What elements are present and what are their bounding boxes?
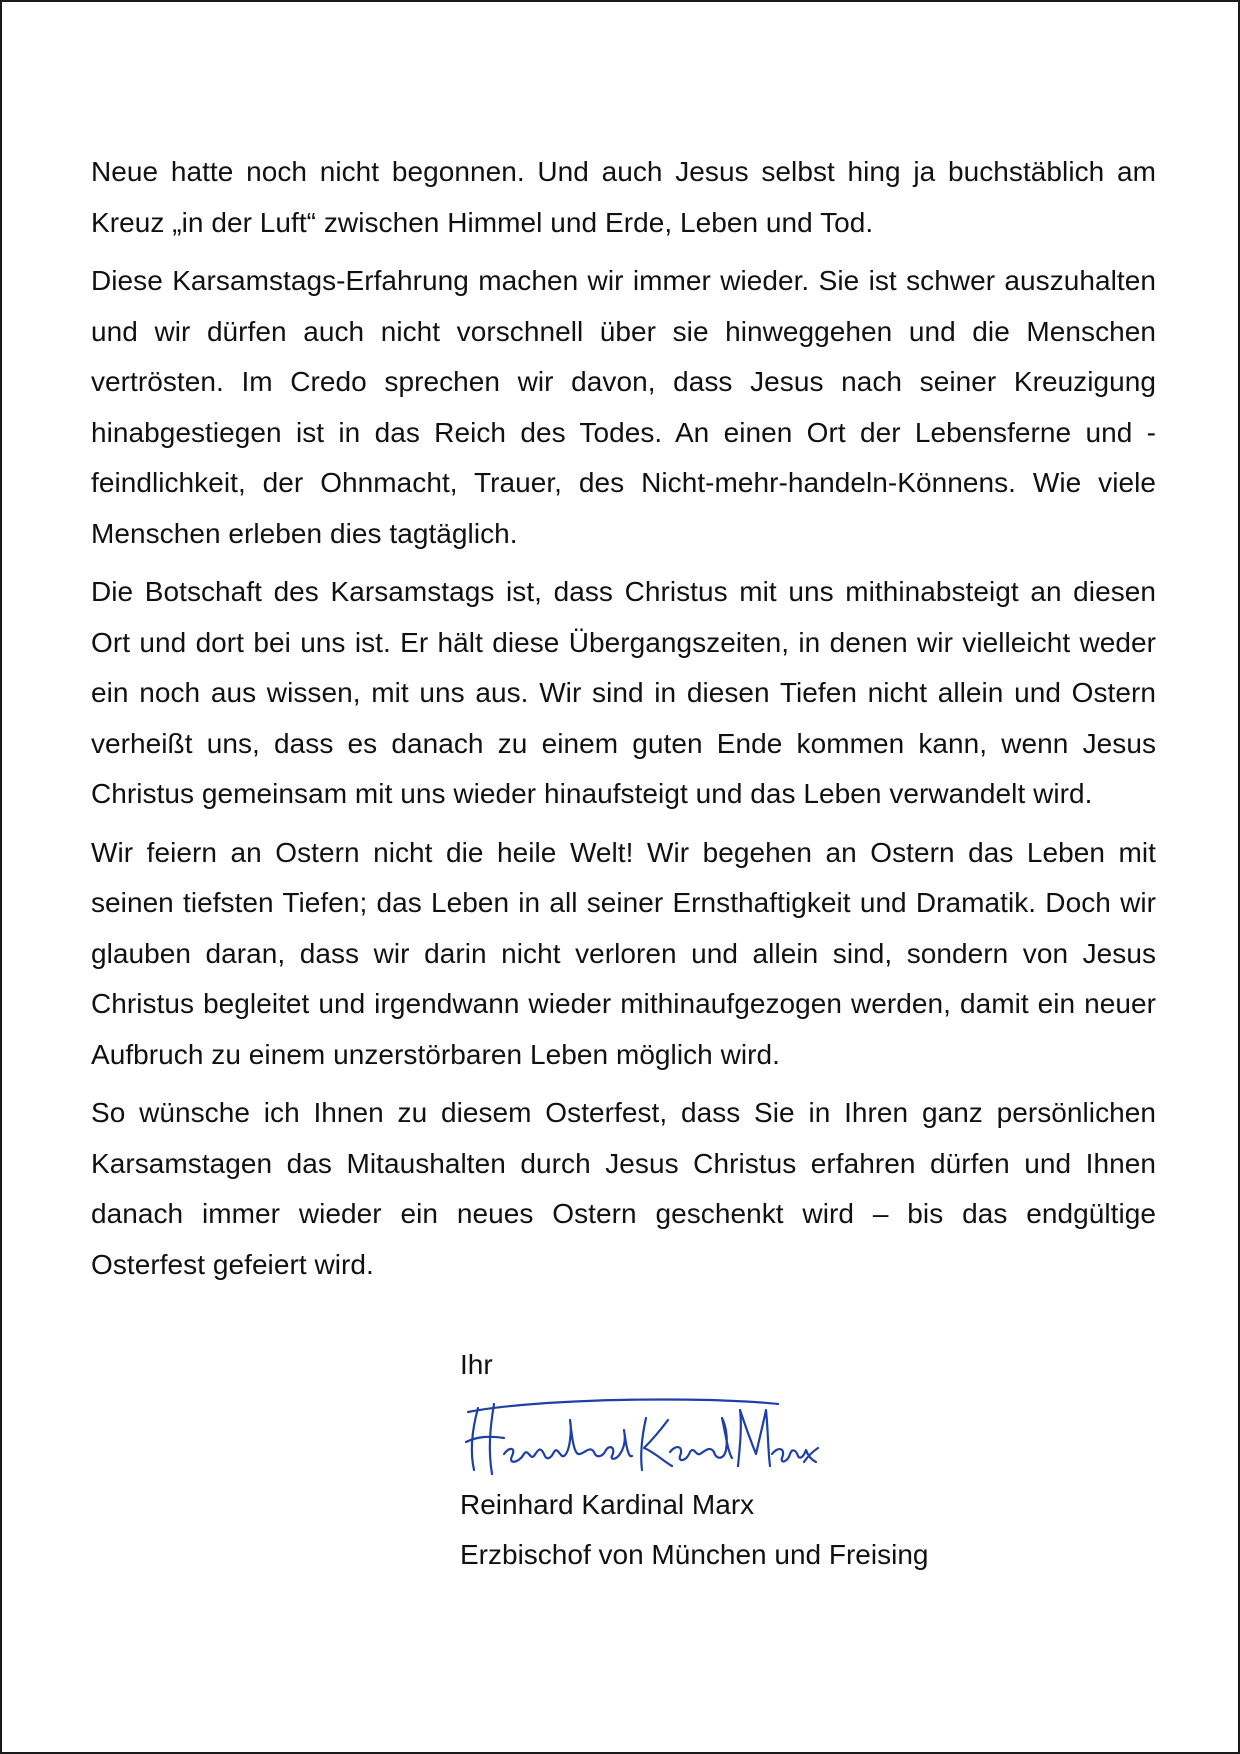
signature-graphic	[460, 1390, 820, 1480]
paragraph: So wünsche ich Ihnen zu diesem Osterfest, dass Sie in Ihren ganz persönlichen Karsamstagen das Mitaushalten durch Jesus Christus erfahren dürfen und Ihnen danach immer wieder ein neues Ostern geschenkt wird – bis das endgültige Osterfest gefeiert wird.	[91, 1097, 1156, 1280]
paragraph: Diese Karsamstags-Erfahrung machen wir immer wieder. Sie ist schwer auszuhalten und wir dürfen auch nicht vorschnell über sie hinweggehen und die Menschen vertrösten. Im Credo sprechen wir davon, dass Jesus nach seiner Kreuzigung hinabgestiegen ist in das Reich des Todes. An einen Ort der Lebensferne und -feindlichkeit, der Ohnmacht, Trauer, des Nicht-mehr-handeln-Könnens. Wie viele Menschen erleben dies tagtäglich.	[91, 265, 1156, 549]
letter-body	[91, 147, 1156, 1298]
signatory-name: Reinhard Kardinal Marx	[460, 1489, 755, 1520]
signatory-title: Erzbischof von München und Freising	[460, 1539, 929, 1570]
paragraph: Die Botschaft des Karsamstags ist, dass Christus mit uns mithinabsteigt an diesen Ort und dort bei uns ist. Er hält diese Übergangszeiten, in denen wir vielleicht weder ein noch aus wissen, mit uns aus. Wir sind in diesen Tiefen nicht allein und Ostern verheißt uns, dass es danach zu einem guten Ende kommen kann, wenn Jesus Christus gemeinsam mit uns wieder hinaufsteigt und das Leben verwandelt wird.	[91, 576, 1156, 809]
handwritten-signature	[460, 1390, 928, 1480]
paragraph: Wir feiern an Ostern nicht die heile Welt! Wir begehen an Ostern das Leben mit seinen tiefsten Tiefen; das Leben in all seiner Ernsthaftigkeit und Dramatik. Doch wir glauben daran, dass wir darin nicht verloren und allein sind, sondern von Jesus Christus begleitet und irgendwann wieder mithinaufgezogen werden, damit ein neuer Aufbruch zu einem unzerstörbaren Leben möglich wird.	[91, 836, 1156, 1070]
paragraph: Neue hatte noch nicht begonnen. Und auch Jesus selbst hing ja buchstäblich am Kreuz „in der Luft“ zwischen Himmel und Erde, Leben und Tod.	[91, 156, 1156, 238]
letter-closing	[460, 1340, 928, 1580]
salutation: Ihr	[460, 1349, 493, 1380]
